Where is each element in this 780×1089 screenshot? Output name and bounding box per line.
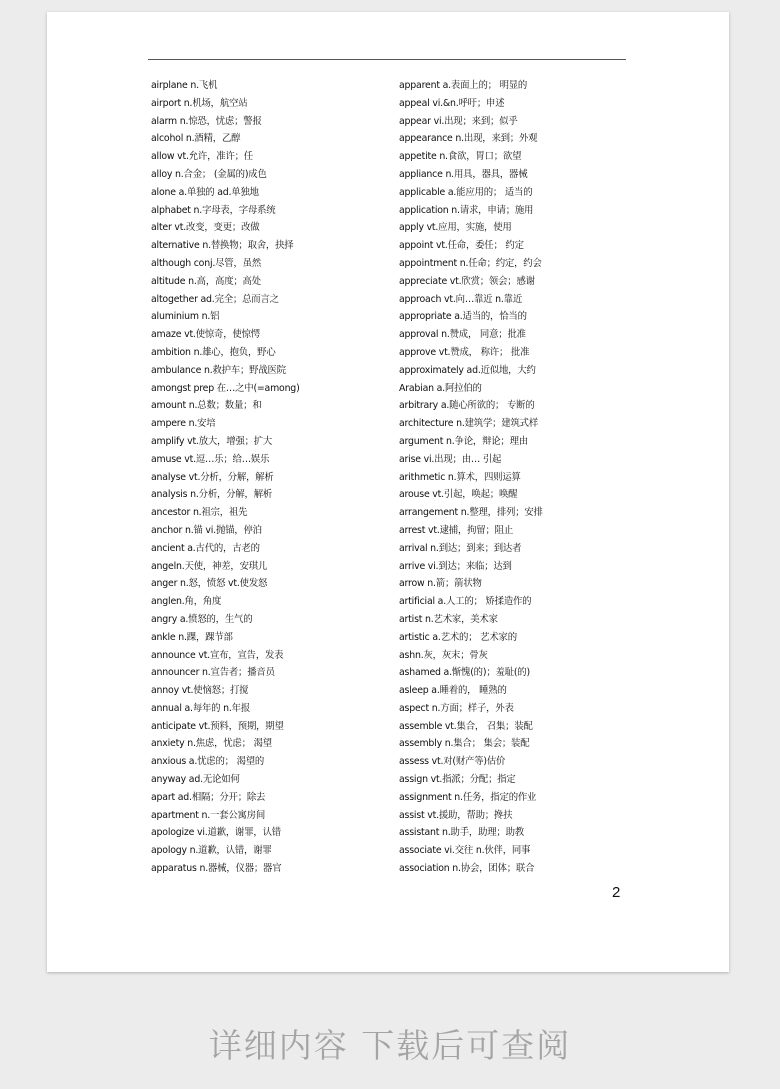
- page-number: 2: [612, 884, 621, 901]
- vocab-entry: apparent a.表面上的； 明显的: [399, 80, 528, 91]
- vocab-entry: approach vt.向…靠近 n.靠近: [399, 293, 523, 305]
- vocab-entry: appropriate a.适当的，恰当的: [399, 311, 527, 323]
- vocab-entry: alarm n.惊恐，忧虑；警报: [151, 115, 262, 127]
- vocab-entry: ashn.灰，灰末；骨灰: [399, 649, 488, 661]
- vocab-entry: anxiety n.焦虑，忧虑； 渴望: [151, 738, 272, 750]
- vocab-entry: although conj.尽管，虽然: [151, 257, 262, 269]
- vocab-entry: approve vt.赞成， 称许； 批准: [399, 346, 530, 358]
- vocab-entry: apologize vi.道歉，谢罪，认错: [151, 827, 281, 839]
- vocab-entry: appliance n.用具，器具，器械: [399, 168, 528, 180]
- vocab-entry: assembly n.集合； 集会；装配: [399, 738, 530, 750]
- vocab-entry: ancient a.古代的，古老的: [151, 542, 260, 554]
- vocab-entry: anyway ad.无论如何: [151, 774, 240, 786]
- vocab-entry: aspect n.方面；样子，外表: [399, 702, 514, 714]
- vocab-entry: approval n.赞成， 同意；批准: [399, 329, 526, 341]
- vocab-entry: appoint vt.任命，委任； 约定: [399, 240, 524, 252]
- vocab-entry: anxious a.忧虑的； 渴望的: [151, 756, 265, 768]
- vocab-entry: apology n.道歉，认错，谢罪: [151, 845, 272, 857]
- vocab-entry: angry a.愤怒的，生气的: [151, 613, 253, 625]
- vocab-entry: architecture n.建筑学；建筑式样: [399, 418, 539, 430]
- right-column: [399, 77, 629, 878]
- vocab-entry: amplify vt.放大，增强；扩大: [151, 435, 273, 447]
- vocab-entry: application n.请求，申请；施用: [399, 204, 534, 216]
- vocab-entry: airport n.机场，航空站: [151, 97, 248, 109]
- left-column: [151, 77, 381, 878]
- vocab-entry: announce vt.宣布，宣告，发表: [151, 649, 284, 661]
- vocab-entry: arrive vi.到达；来临；达到: [399, 560, 512, 572]
- vocab-entry: appetite n.食欲，胃口；欲望: [399, 151, 522, 163]
- vocab-entry: association n.协会，团体；联合: [399, 863, 535, 875]
- vocab-entry: applicable a.能应用的； 适当的: [399, 186, 533, 198]
- vocab-entry: annoy vt.使恼怒；打搅: [151, 685, 249, 697]
- vocab-entry: amuse vt.逗…乐；给…娱乐: [151, 453, 270, 465]
- vocab-entry: appear vi.出现；来到；似乎: [399, 115, 518, 127]
- vocab-entry: ashamed a.惭愧(的)；羞耻(的): [399, 667, 530, 679]
- vocab-entry: appearance n.出现，来到；外观: [399, 133, 538, 145]
- vocab-entry: alone a.单独的 ad.单独地: [151, 186, 259, 198]
- vocab-entry: analyse vt.分析，分解，解析: [151, 471, 274, 483]
- vocab-entry: assist vt.援助，帮助；搀扶: [399, 809, 513, 821]
- vocab-entry: analysis n.分析，分解，解析: [151, 489, 273, 501]
- vocab-entry: annual a.每年的 n.年报: [151, 702, 251, 714]
- vocab-entry: associate vi.交往 n.伙伴，同事: [399, 845, 531, 857]
- vocab-entry: appeal vi.&n.呼吁；申述: [399, 97, 505, 109]
- vocab-entry: assemble vt.集合， 召集；装配: [399, 720, 533, 732]
- vocab-entry: apart ad.相隔；分开；除去: [151, 791, 266, 803]
- document-page: [47, 12, 729, 972]
- vocab-entry: airplane n.飞机: [151, 80, 218, 91]
- vocab-entry: artistic a.艺术的； 艺术家的: [399, 631, 517, 643]
- vocab-entry: altitude n.高，高度；高处: [151, 275, 261, 287]
- vocab-entry: alcohol n.酒精，乙醇: [151, 133, 241, 145]
- vocab-entry: apartment n.一套公寓房间: [151, 809, 266, 821]
- vocab-entry: ancestor n.祖宗，祖先: [151, 507, 248, 519]
- vocab-entry: aluminium n.铝: [151, 311, 220, 323]
- vocab-entry: arithmetic n.算术，四则运算: [399, 471, 521, 483]
- vocab-entry: Arabian a.阿拉伯的: [399, 382, 482, 394]
- vocab-entry: artist n.艺术家，美术家: [399, 613, 498, 625]
- vocab-entry: argument n.争论，辩论；理由: [399, 435, 528, 447]
- vocab-entry: ambulance n.救护车；野战医院: [151, 364, 286, 376]
- vocab-entry: apply vt.应用，实施，使用: [399, 222, 512, 234]
- vocab-entry: amaze vt.使惊奇，使惊愕: [151, 329, 260, 341]
- vocab-entry: approximately ad.近似地，大约: [399, 364, 536, 376]
- vocab-entry: appointment n.任命；约定，约会: [399, 257, 542, 269]
- vocab-entry: arbitrary a.随心所欲的； 专断的: [399, 400, 535, 412]
- vocab-entry: arrival n.到达；到来；到达者: [399, 542, 522, 554]
- vocab-entry: assistant n.助手，助理；助教: [399, 827, 524, 839]
- vocab-entry: alternative n.替换物；取舍，抉择: [151, 240, 294, 252]
- vocab-entry: arouse vt.引起，唤起；唤醒: [399, 489, 518, 501]
- vocab-entry: alloy n.合金； (金属的)成色: [151, 168, 267, 180]
- vocab-entry: allow vt.允许，准许；任: [151, 151, 253, 163]
- vocab-entry: arise vi.出现；由… 引起: [399, 453, 502, 465]
- vocab-entry: arrest vt.逮捕，拘留；阻止: [399, 524, 513, 536]
- vocab-entry: angeln.天使，神差，安琪儿: [151, 560, 268, 572]
- vocab-entry: appreciate vt.欣赏；领会；感谢: [399, 275, 535, 287]
- vocab-entry: assign vt.指派；分配；指定: [399, 774, 516, 786]
- vocab-entry: amongst prep 在…之中(=among): [151, 382, 300, 394]
- vocab-entry: altogether ad.完全；总而言之: [151, 293, 279, 305]
- download-prompt: 详细内容 下载后可查阅: [208, 1026, 572, 1065]
- vocab-entry: alter vt.改变，变更；改做: [151, 222, 260, 234]
- vocab-entry: anchor n.锚 vi.抛锚，停泊: [151, 524, 262, 536]
- vocab-entry: arrow n.箭；箭状物: [399, 578, 482, 590]
- vocab-entry: assignment n.任务，指定的作业: [399, 791, 537, 803]
- vocab-entry: ambition n.雄心，抱负，野心: [151, 346, 276, 358]
- vocab-entry: anglen.角，角度: [151, 596, 222, 608]
- vocab-entry: assess vt.对(财产等)估价: [399, 756, 506, 768]
- vocab-entry: announcer n.宣告者；播音员: [151, 667, 275, 679]
- vocab-entry: artificial a.人工的； 矫揉造作的: [399, 596, 532, 608]
- vocab-entry: amount n.总数；数量；和: [151, 400, 262, 412]
- vocab-entry: anticipate vt.预料，预期，期望: [151, 720, 284, 732]
- vocab-entry: arrangement n.整理，排列；安排: [399, 507, 543, 519]
- vocab-entry: anger n.怒，愤怒 vt.使发怒: [151, 578, 268, 590]
- vocab-entry: apparatus n.器械，仪器；器官: [151, 863, 282, 875]
- vocab-entry: ampere n.安培: [151, 418, 216, 430]
- vocab-entry: asleep a.睡着的， 睡熟的: [399, 685, 507, 697]
- vocab-entry: alphabet n.字母表，字母系统: [151, 204, 276, 216]
- header-rule: [148, 59, 626, 60]
- vocab-entry: ankle n.踝，踝节部: [151, 631, 233, 643]
